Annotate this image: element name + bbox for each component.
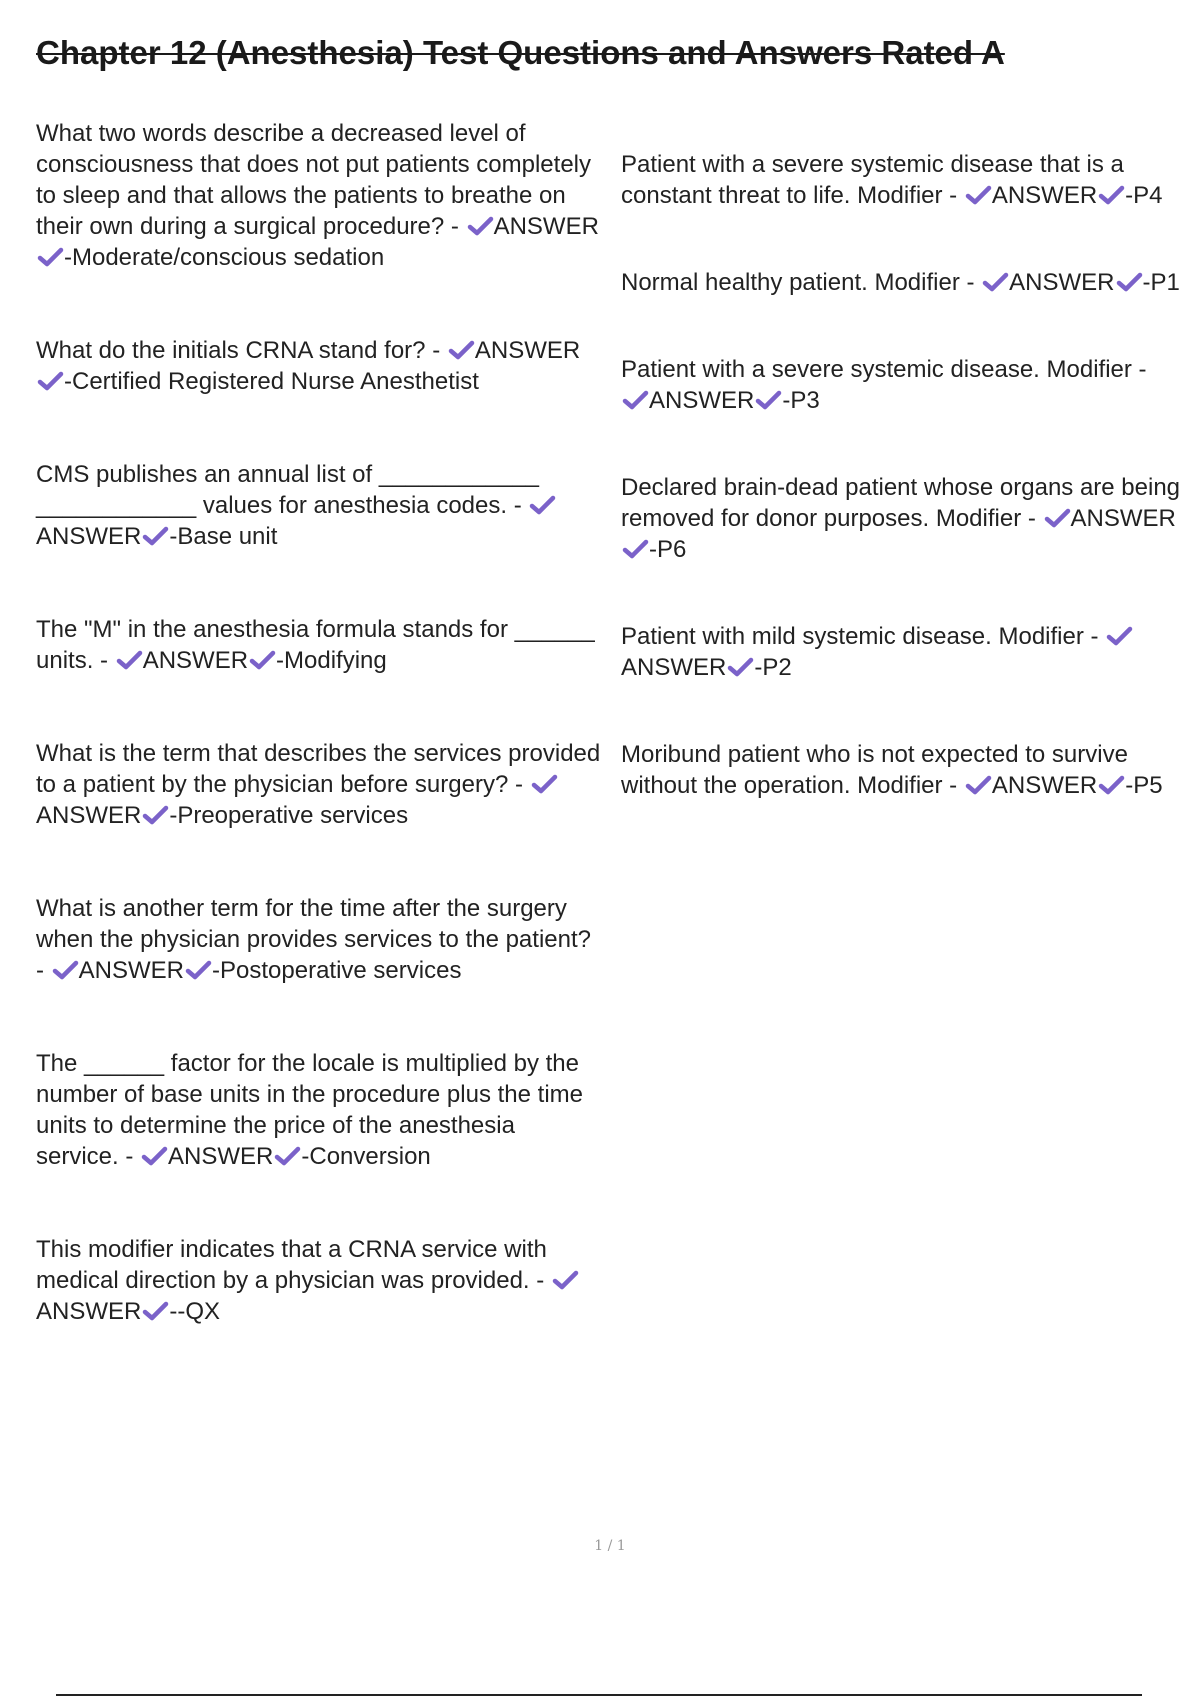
answer-text: -P1 xyxy=(1142,269,1180,296)
checkmark-icon xyxy=(621,538,649,560)
checkmark-icon xyxy=(248,649,276,671)
right-column xyxy=(621,118,1181,857)
checkmark-icon xyxy=(1105,625,1133,647)
question-text: This modifier indicates that a CRNA service with medical direction by a physician was provided. - xyxy=(36,1236,547,1294)
answer-text: -P2 xyxy=(754,654,792,681)
page-title: Chapter 12 (Anesthesia) Test Questions and Answers Rated A xyxy=(36,34,1005,71)
checkmark-icon xyxy=(140,1145,168,1167)
answer-text: -Modifying xyxy=(276,647,387,674)
answer-text: -P4 xyxy=(1125,182,1163,209)
qa-item xyxy=(621,149,1181,211)
answer-label: ANSWER xyxy=(493,213,599,240)
checkmark-icon xyxy=(528,494,556,516)
qa-item xyxy=(36,1048,601,1172)
answer-text: -Postoperative services xyxy=(212,957,462,984)
checkmark-icon xyxy=(964,774,992,796)
answer-text: -P6 xyxy=(649,536,687,563)
question-text: CMS publishes an annual list of ____________ ____________ values for anesthesia codes. - xyxy=(36,461,540,519)
checkmark-icon xyxy=(466,215,494,237)
question-text: Declared brain-dead patient whose organs are being removed for donor purposes. Modifier - xyxy=(621,474,1181,532)
answer-text: --QX xyxy=(169,1298,221,1325)
answer-text: -Certified Registered Nurse Anesthetist xyxy=(64,368,479,395)
footer-divider xyxy=(56,1694,1142,1696)
checkmark-icon xyxy=(754,389,782,411)
qa-item xyxy=(621,739,1181,801)
qa-item xyxy=(36,118,601,273)
page-number: 1 / 1 xyxy=(594,1538,626,1554)
qa-item xyxy=(36,614,601,676)
answer-label: ANSWER xyxy=(474,337,581,364)
question-text: What do the initials CRNA stand for? - xyxy=(36,337,441,364)
checkmark-icon xyxy=(551,1269,579,1291)
checkmark-icon xyxy=(1097,774,1125,796)
qa-item xyxy=(621,472,1181,565)
left-column xyxy=(36,118,601,1389)
answer-label: ANSWER xyxy=(78,957,185,984)
qa-item xyxy=(36,459,601,552)
qa-item xyxy=(36,1234,601,1327)
answer-label: ANSWER xyxy=(991,182,1098,209)
question-text: What is another term for the time after the surgery when the physician provides services to the patient? - xyxy=(36,895,591,984)
checkmark-icon xyxy=(36,370,64,392)
answer-label: ANSWER xyxy=(168,1143,274,1170)
answer-label: ANSWER xyxy=(36,523,142,550)
answer-label: ANSWER xyxy=(36,1298,142,1325)
question-text: Normal healthy patient. Modifier - xyxy=(621,269,975,296)
question-text: Moribund patient who is not expected to survive without the operation. Modifier - xyxy=(621,741,1128,799)
checkmark-icon xyxy=(141,804,169,826)
checkmark-icon xyxy=(273,1145,301,1167)
qa-item xyxy=(621,267,1181,298)
answer-text: -Conversion xyxy=(301,1143,431,1170)
checkmark-icon xyxy=(1115,271,1143,293)
answer-label: ANSWER xyxy=(1009,269,1115,296)
checkmark-icon xyxy=(726,656,754,678)
checkmark-icon xyxy=(981,271,1009,293)
answer-text: -P5 xyxy=(1125,772,1163,799)
answer-label: ANSWER xyxy=(142,647,249,674)
answer-label: ANSWER xyxy=(621,654,727,681)
answer-text: -Moderate/conscious sedation xyxy=(64,244,385,271)
answer-text: -P3 xyxy=(782,387,820,414)
question-text: The ______ factor for the locale is multiplied by the number of base units in the procedure plus the time units to determine the price of the anesthesia service. - xyxy=(36,1050,583,1170)
answer-text: -Base unit xyxy=(169,523,278,550)
answer-label: ANSWER xyxy=(36,802,142,829)
checkmark-icon xyxy=(530,773,558,795)
answer-label: ANSWER xyxy=(1070,505,1176,532)
question-text: Patient with a severe systemic disease. Modifier - xyxy=(621,356,1147,383)
answer-label: ANSWER xyxy=(649,387,755,414)
answer-label: ANSWER xyxy=(991,772,1098,799)
question-text: What two words describe a decreased level of consciousness that does not put patients completely to sleep and that allows the patients to breathe on their own during a surgical procedure? - xyxy=(36,120,591,240)
checkmark-icon xyxy=(447,339,475,361)
checkmark-icon xyxy=(141,525,169,547)
question-text: Patient with a severe systemic disease that is a constant threat to life. Modifier - xyxy=(621,151,1124,209)
checkmark-icon xyxy=(621,389,649,411)
question-text: The "M" in the anesthesia formula stands for ______ units. - xyxy=(36,616,595,674)
qa-item xyxy=(36,335,601,397)
checkmark-icon xyxy=(115,649,143,671)
checkmark-icon xyxy=(964,184,992,206)
question-text: Patient with mild systemic disease. Modifier - xyxy=(621,623,1099,650)
qa-item xyxy=(36,893,601,986)
answer-text: -Preoperative services xyxy=(169,802,409,829)
qa-item xyxy=(621,354,1181,416)
checkmark-icon xyxy=(1043,507,1071,529)
qa-item xyxy=(621,621,1181,683)
checkmark-icon xyxy=(51,959,79,981)
qa-item xyxy=(36,738,601,831)
checkmark-icon xyxy=(36,246,64,268)
checkmark-icon xyxy=(1097,184,1125,206)
checkmark-icon xyxy=(184,959,212,981)
question-text: What is the term that describes the services provided to a patient by the physician before surgery? - xyxy=(36,740,601,798)
checkmark-icon xyxy=(141,1300,169,1322)
